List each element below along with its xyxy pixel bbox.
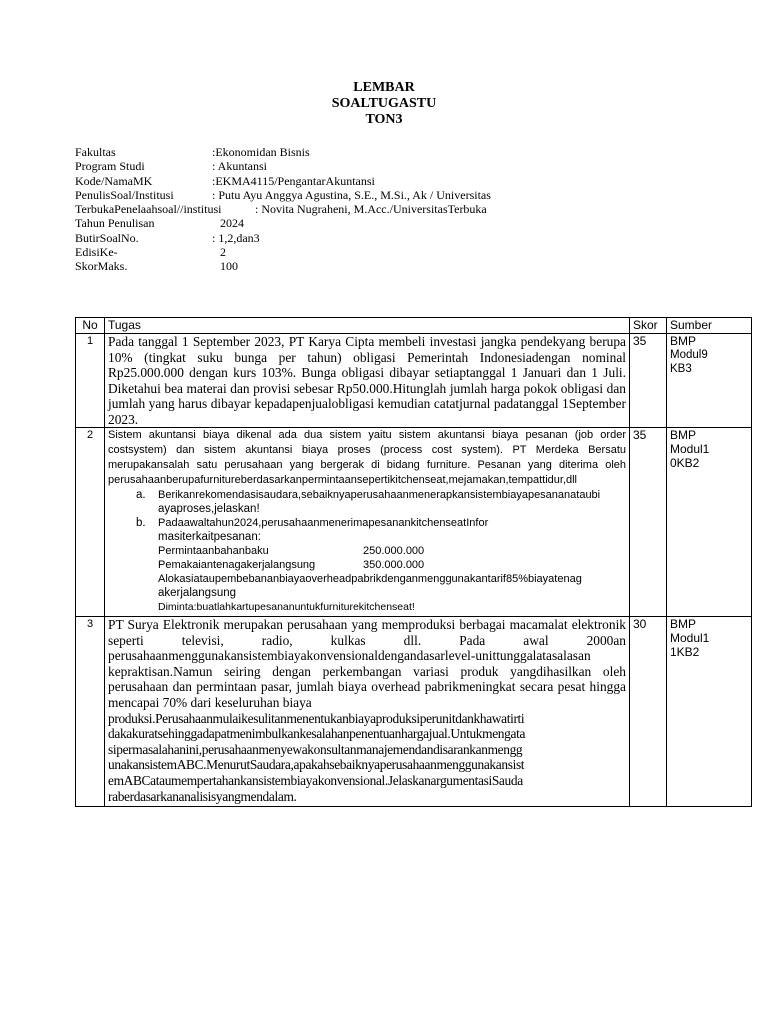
source-line: BMP: [670, 428, 697, 442]
task-cell: [105, 428, 630, 617]
tasks-table: [75, 317, 752, 807]
source-cell: [667, 334, 752, 428]
header-source: Sumber: [667, 318, 752, 334]
task-text: dakakuratsehinggadapatmenimbulkankesalahanpenentuanhargajual.Untukmengata: [108, 726, 526, 742]
subitem-a: [108, 488, 626, 516]
source-line: BMP: [670, 617, 697, 631]
table-row: [76, 334, 752, 428]
meta-value: : Putu Ayu Anggya Agustina, S.E., M.Si., Ak / Universitas: [212, 187, 491, 202]
task-text: emABCataumempertahankansistembiayakonvensional.JelaskanargumentasiSauda: [108, 772, 523, 788]
task-text: Pada tanggal 1 September 2023, PT Karya Cipta membeli investasi jangka pendekyang berupa 10% (tingkat suku bunga per tahun) obligasi Pemerintah Indonesiadengan nominal Rp25.000.000 dengan kurs 103%. Bunga obligasi dibayar setiaptanggal 1 Januari dan 1 Juli. Diketahui bea materai dan provisi sebesar Rp50.000.Hitunglah jumlah harga pokok obligasi dan jumlah yang harus dibayar kepadapenjualobligasi kemudian catatjurnal padatanggal 1September 2023.: [105, 334, 630, 428]
task-text: sipermasalahanini,perusahaanmenyewakonsultanmanajemendandisarankanmengg: [108, 741, 523, 757]
header-no: No: [76, 318, 105, 334]
title-line-2: SOALTUGASTU: [331, 96, 437, 111]
instruction-text: Diminta:buatlahkartupesananuntukfurniturekitchenseat!: [158, 601, 415, 613]
title-line-1: LEMBAR: [353, 80, 415, 95]
subitem-marker: a.: [136, 489, 146, 501]
source-line: BMP: [670, 334, 697, 348]
meta-label: Program Studi: [75, 159, 145, 174]
header-score: Skor: [630, 318, 667, 334]
source-cell: [667, 428, 752, 617]
score-cell: 35: [630, 334, 667, 428]
cost-label: Pemakaiantenagakerjalangsung: [158, 559, 316, 571]
cost-value: 350.000.000: [363, 559, 425, 571]
meta-label: EdisiKe-: [75, 245, 118, 260]
task-cell: [105, 617, 630, 807]
table-header-row: [76, 318, 752, 334]
source-line: Modul1: [670, 442, 710, 456]
table-row: [76, 428, 752, 617]
cost-value: 250.000.000: [363, 545, 425, 557]
cost-line: [158, 544, 626, 558]
task-subitems: [108, 488, 626, 616]
task-text: unakansistemABC.MenurutSaudara,apakahsebaiknyaperusahaanmenggunakansist: [108, 757, 525, 773]
meta-label: Tahun Penulisan: [75, 216, 155, 231]
document-title: [0, 80, 768, 128]
subitem-text: ayaproses,jelaskan!: [158, 503, 260, 515]
header-task: Tugas: [105, 318, 630, 334]
source-line: Modul1: [670, 631, 710, 645]
row-number: 3: [76, 617, 105, 807]
subitem-text: Padaawaltahun2024,perusahaanmenerimapesanankitchenseatInfor: [158, 517, 489, 529]
meta-value: : Akuntansi: [212, 159, 268, 174]
source-line: KB3: [670, 363, 692, 375]
row-number: 1: [76, 334, 105, 428]
source-cell: [667, 617, 752, 807]
task-text: produksi.Perusahaanmulaikesulitanmenentukanbiayaproduksiperunitdankhawatirti: [108, 710, 525, 726]
subitem-marker: b.: [136, 517, 146, 529]
overhead-text: akerjalangsung: [158, 587, 237, 599]
source-line: Modul9: [670, 349, 708, 361]
meta-value: :EKMA4115/PengantarAkuntansi: [212, 173, 375, 188]
row-number: 2: [76, 428, 105, 617]
score-cell: 35: [630, 428, 667, 617]
meta-value: 100: [220, 259, 238, 274]
meta-label: SkorMaks.: [75, 259, 128, 274]
meta-label: ButirSoalNo.: [75, 230, 139, 245]
score-cell: 30: [630, 617, 667, 807]
meta-value: : 1,2,dan3: [212, 230, 260, 245]
meta-label: Kode/NamaMK: [75, 173, 153, 188]
meta-value: :Ekonomidan Bisnis: [212, 145, 310, 159]
cost-line: [158, 558, 626, 572]
task-text: PT Surya Elektronik merupakan perusahaan yang memproduksi berbagai macamalat elektronik seperti televisi, radio, kulkas dll. Pada awal 2000an perusahaanmenggunakansistembiayakonvensionaldengandasarlevel-unittunggalatasalasan kepraktisan.Namun seiring dengan perkembangan variasi produk yangdihasilkan oleh perusahaan dan permintaan pasar, jumlah biaya overhead pabrikmeningkat secara pesat hingga mencapai 70% dari keseluruhan biaya: [108, 617, 626, 710]
meta-value: 2024: [220, 216, 244, 231]
task-intro: Sistem akuntansi biaya dikenal ada dua sistem yaitu sistem akuntansi biaya pesanan (job order costsystem) dan sistem akuntansi biaya proses (process cost system). PT Merdeka Bersatu merupakansalah satu perusahaan yang bergerak di bidang furniture. Pesanan yang diterima oleh perusahaanberupafurnitureberdasarkanpermintaansepertikitchenseat,mejamakan,tempattidur,dll: [108, 429, 626, 486]
source-line: 1KB2: [670, 645, 700, 659]
meta-value: : Novita Nugraheni, M.Acc./UniversitasTerbuka: [255, 202, 487, 217]
meta-label: Fakultas: [75, 145, 116, 159]
table-row: [76, 617, 752, 807]
overhead-text: Alokasiataupembebananbiayaoverheadpabrikdenganmenggunakantarif85%biayatenag: [158, 573, 582, 585]
source-line: 0KB2: [670, 456, 700, 470]
title-line-3: TON3: [365, 112, 403, 127]
cost-label: Permintaanbahanbaku: [158, 545, 269, 557]
subitem-text: masiterkaitpesanan:: [158, 531, 261, 543]
meta-label: PenulisSoal/Institusi: [75, 187, 174, 202]
meta-value: 2: [220, 245, 226, 260]
meta-label: TerbukaPenelaahsoal//institusi: [75, 202, 222, 217]
task-text: raberdasarkananalisisyangmendalam.: [108, 788, 297, 804]
subitem-text: Berikanrekomendasisaudara,sebaiknyaperusahaanmenerapkansistembiayapesananataubi: [158, 489, 601, 501]
subitem-b: [108, 516, 626, 544]
